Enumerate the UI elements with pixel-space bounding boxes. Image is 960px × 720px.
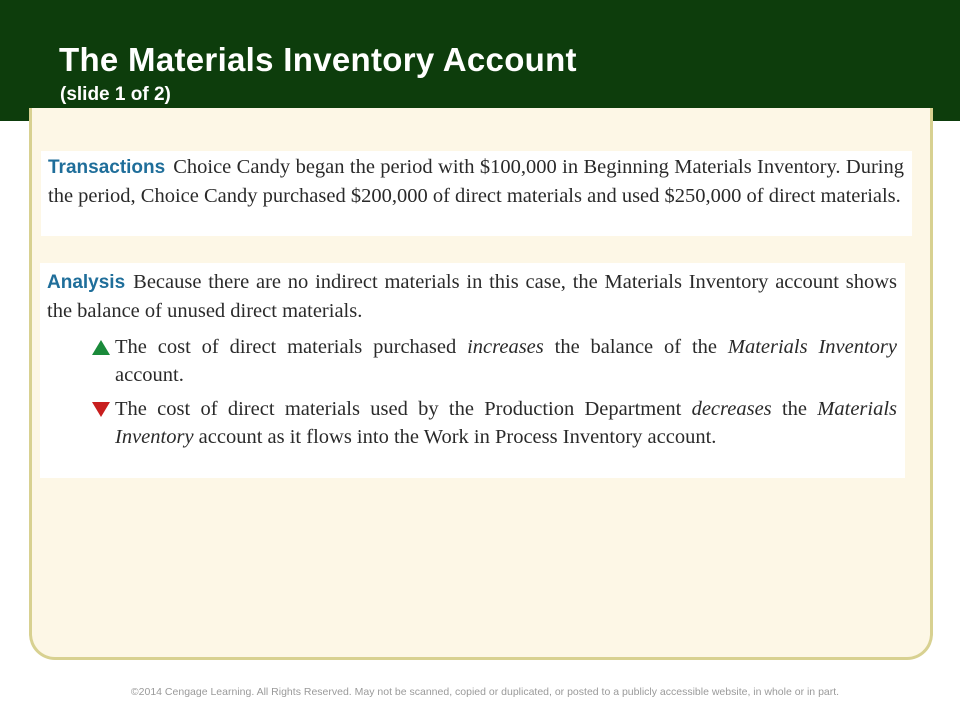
slide-subtitle: (slide 1 of 2) — [60, 84, 171, 105]
transactions-label: Transactions — [48, 157, 166, 178]
transactions-text: Choice Candy began the period with $100,000 in Beginning Materials Inventory. During the period, Choice Candy purchased $200,000 of direct materials and used $250,000 of direct materials. — [48, 156, 904, 207]
analysis-box — [40, 263, 905, 478]
triangle-down-icon — [92, 402, 110, 417]
emphasis-decreases: decreases — [691, 398, 772, 420]
emphasis-account-name: Materials Inventory — [115, 398, 898, 448]
analysis-text: Because there are no indirect materials in this case, the Materials Inventory account shows the balance of unused direct materials. — [47, 271, 897, 322]
analysis-paragraph — [47, 268, 897, 325]
analysis-bullets — [47, 333, 897, 451]
bullet-text: account as it flows into the Work in Process Inventory account. — [193, 426, 717, 448]
emphasis-increases: increases — [467, 336, 544, 358]
bullet-text: the balance of the — [543, 336, 728, 358]
copyright-footer: ©2014 Cengage Learning. All Rights Reserved. May not be scanned, copied or duplicated, or posted to a publicly accessible website, in whole or in part. — [130, 686, 840, 698]
analysis-label: Analysis — [47, 272, 126, 293]
bullet-decrease — [47, 395, 897, 451]
transactions-paragraph — [48, 153, 904, 210]
bullet-text: the — [771, 398, 818, 420]
bullet-text: The cost of direct materials purchased — [115, 336, 468, 358]
slide-title: The Materials Inventory Account — [59, 41, 577, 78]
bullet-text: account. — [115, 364, 184, 386]
emphasis-account-name: Materials Inventory — [727, 336, 898, 358]
bullet-increase — [47, 333, 897, 389]
transactions-box — [41, 151, 912, 236]
bullet-text: The cost of direct materials used by the Production Department — [115, 398, 692, 420]
slide-header — [0, 0, 960, 121]
triangle-up-icon — [92, 340, 110, 355]
